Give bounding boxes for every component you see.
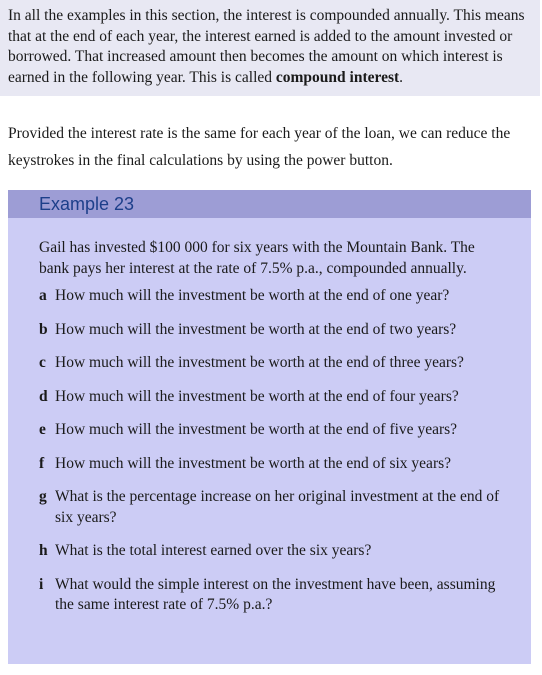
example-title: Example 23 — [8, 190, 531, 218]
example-body — [8, 218, 531, 616]
question-text: What is the percentage increase on her original investment at the end of six years? — [55, 488, 500, 526]
intro-text-end: . — [399, 68, 404, 86]
question-text: What would the simple interest on the investment have been, assuming the same interest rate of 7.5% p.a.? — [55, 575, 496, 613]
question-item — [39, 320, 507, 341]
question-label: i — [39, 575, 44, 593]
example-stem: Gail has invested $100 000 for six years with the Mountain Bank. The bank pays her interest at the rate of 7.5% p.a., compounded annually. — [39, 239, 475, 277]
question-text: How much will the investment be worth at the end of four years? — [55, 387, 459, 405]
question-text: What is the total interest earned over the six years? — [55, 542, 372, 559]
question-label: a — [39, 287, 47, 304]
question-label: c — [39, 354, 46, 371]
question-item — [39, 286, 507, 307]
question-label: h — [39, 542, 48, 559]
question-label: f — [39, 454, 45, 472]
question-label: g — [39, 488, 47, 505]
question-label: d — [39, 387, 48, 405]
power-button-paragraph: Provided the interest rate is the same for each year of the loan, we can reduce the keystrokes in the final calculations by using the power button. — [8, 125, 511, 169]
question-text: How much will the investment be worth at the end of two years? — [55, 320, 457, 338]
question-label: b — [39, 320, 48, 338]
question-item — [39, 387, 507, 408]
question-item — [39, 420, 507, 441]
example-box — [8, 190, 531, 664]
question-text: How much will the investment be worth at the end of three years? — [55, 354, 464, 371]
question-item — [39, 487, 507, 528]
intro-text: In all the examples in this section, the interest is compounded annually. This means that at the end of each year, the interest earned is added to the amount invested or borrowed. That increased amount then becomes the amount on which interest is earned in the following year. This is called — [8, 7, 525, 86]
question-text: How much will the investment be worth at the end of six years? — [55, 454, 452, 472]
intro-paragraph — [0, 0, 540, 96]
question-item — [39, 575, 507, 616]
question-item — [39, 454, 507, 475]
question-item — [39, 541, 507, 562]
compound-interest-term: compound interest — [275, 68, 400, 86]
question-text: How much will the investment be worth at the end of one year? — [55, 287, 450, 304]
question-label: e — [39, 421, 46, 438]
question-item — [39, 353, 507, 374]
question-text: How much will the investment be worth at the end of five years? — [55, 421, 458, 438]
